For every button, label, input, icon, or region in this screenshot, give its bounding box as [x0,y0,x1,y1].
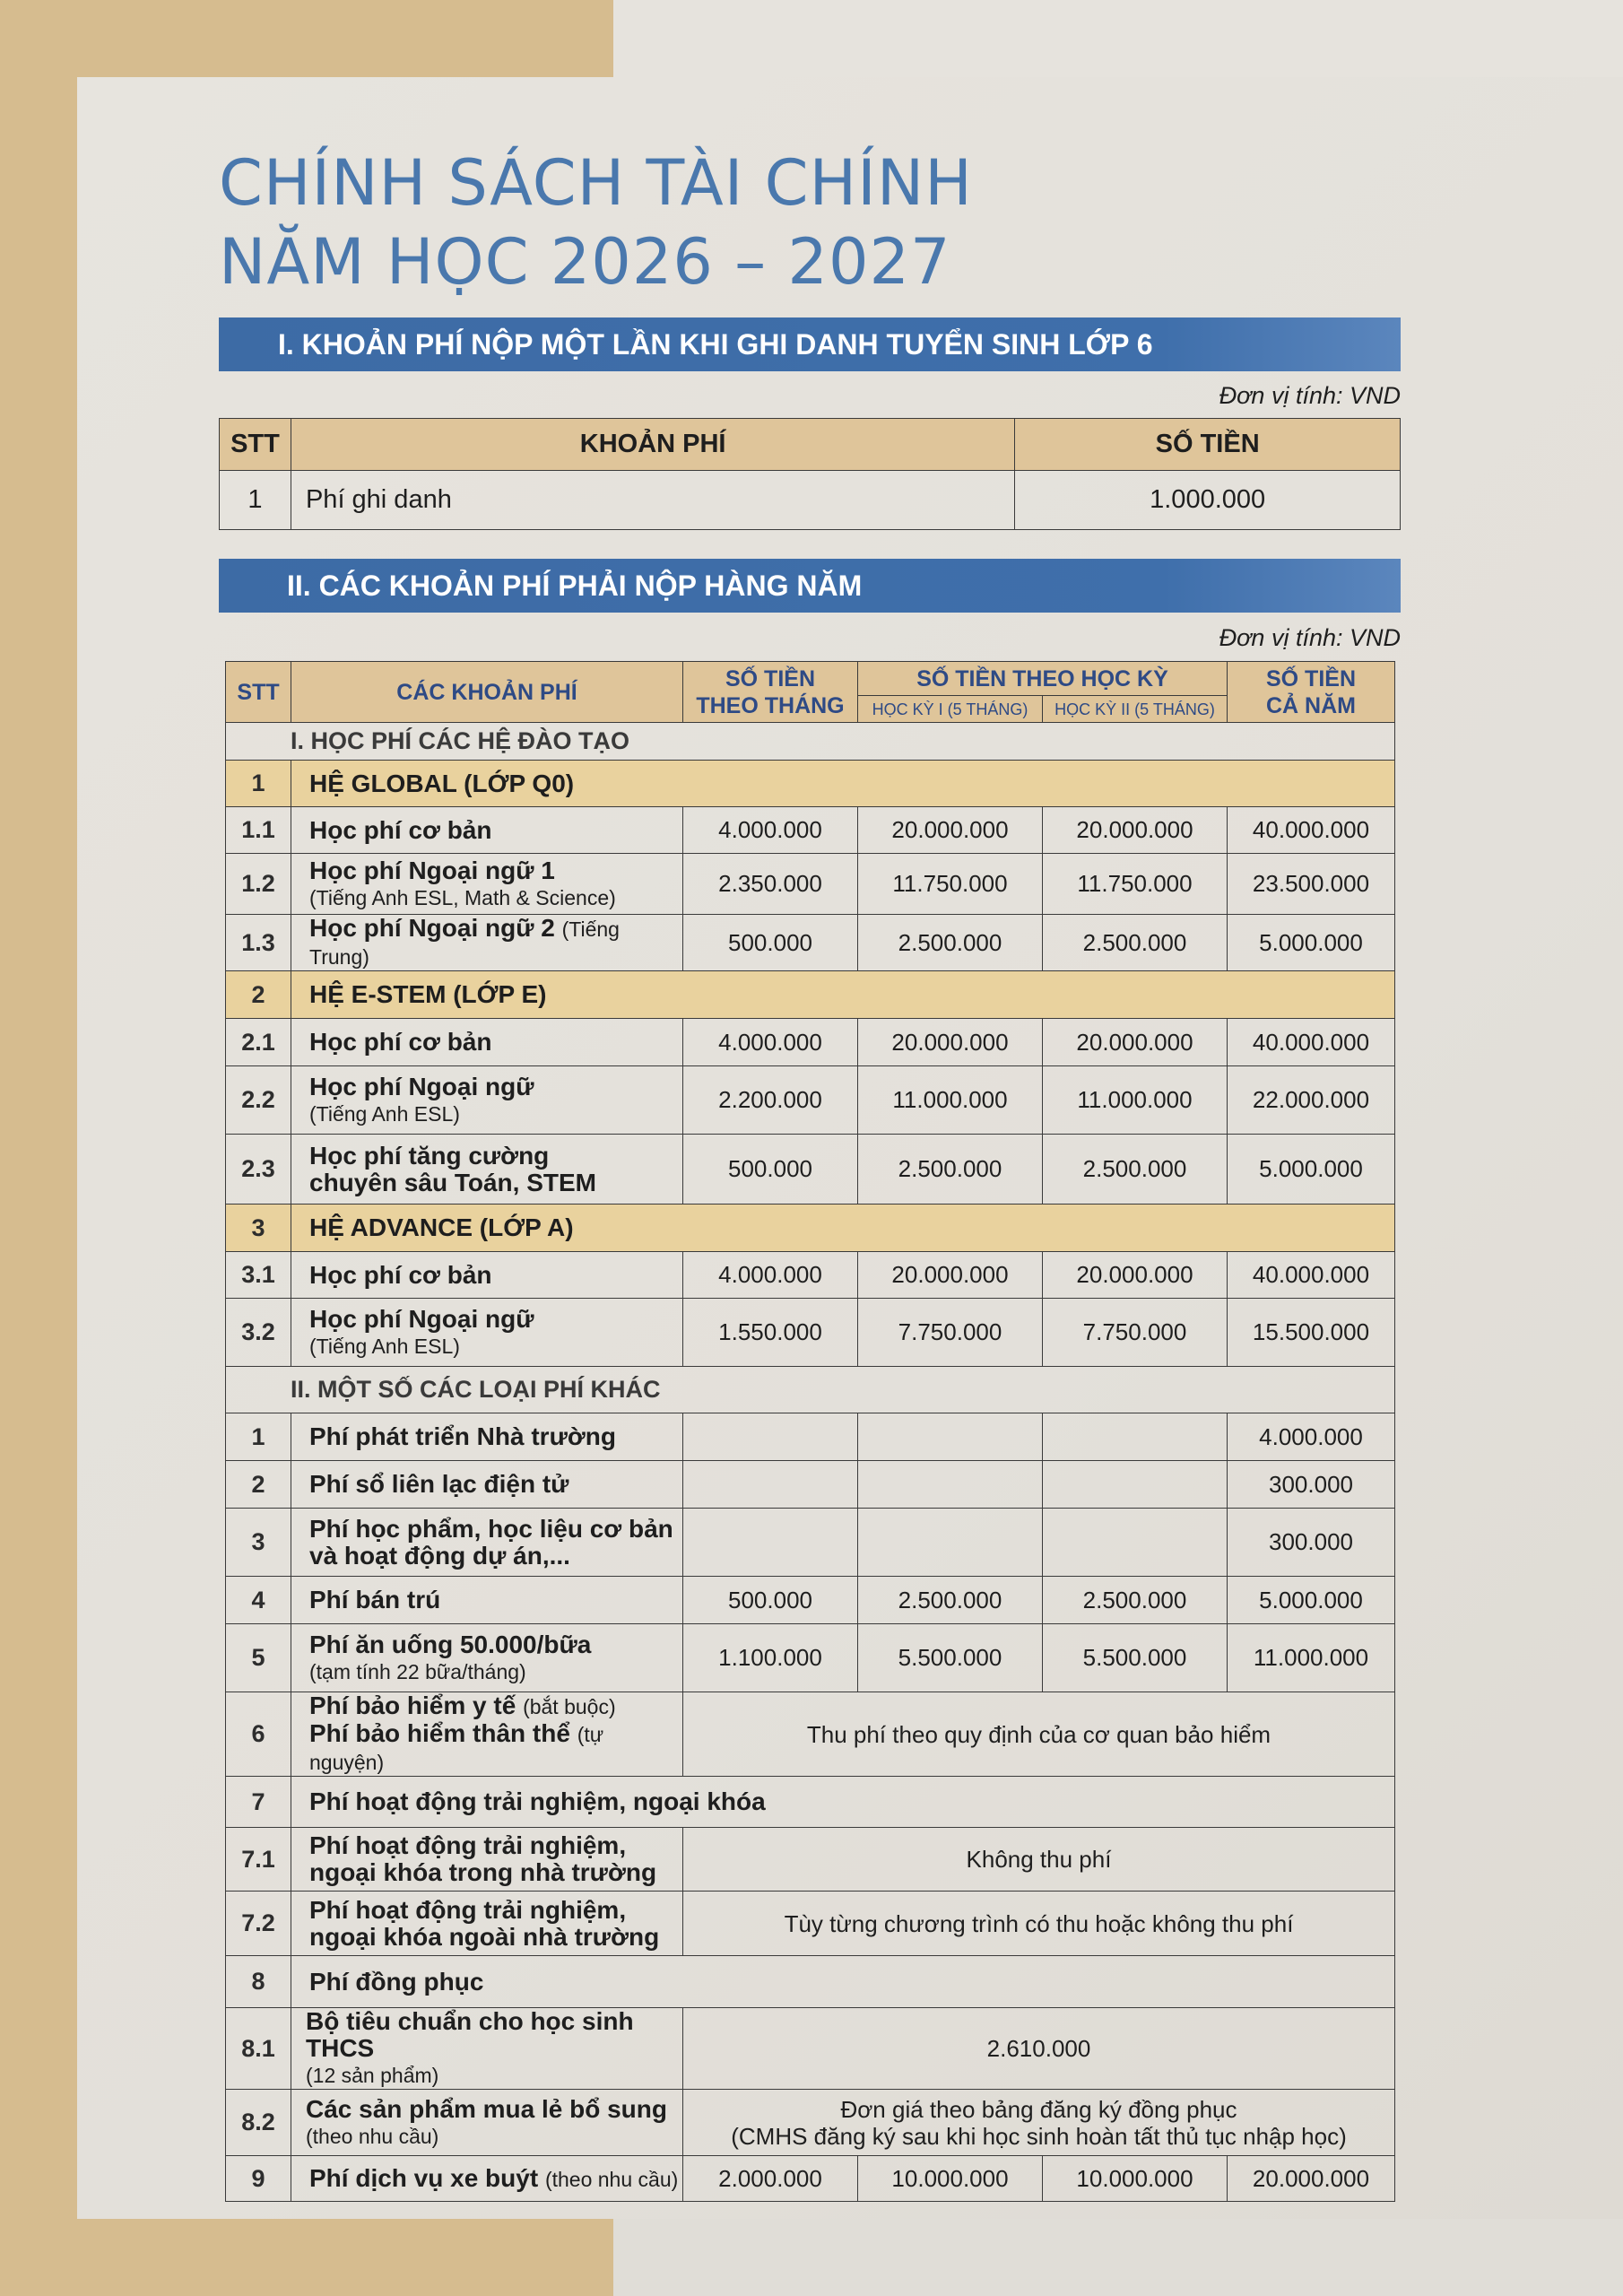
table-row [226,1892,1395,1956]
cell-sem1 [858,1461,1043,1509]
part2-title-row [226,1367,1395,1413]
cell-stt: 2.2 [226,1066,291,1135]
fee-name-line2: chuyên sâu Toán, STEM [309,1168,596,1196]
cell-merged-value: 2.610.000 [683,2008,1395,2090]
cell-fee [291,1692,683,1777]
fee-name: Học phí tăng cường [309,1141,550,1170]
header-amount: SỐ TIỀN [1015,419,1401,471]
cell-stt: 7.1 [226,1828,291,1892]
cell-stt: 4 [226,1577,291,1624]
header-sem2: HỌC KỲ II (5 THÁNG) [1043,696,1228,723]
table-row [226,2008,1395,2090]
fee-name: Học phí Ngoại ngữ 1 [309,856,555,884]
table-row [226,1299,1395,1367]
table-row [226,1956,1395,2008]
cell-stt: 1.3 [226,915,291,971]
cell-year: 23.500.000 [1228,854,1395,915]
cell-sem1: 2.500.000 [858,1135,1043,1205]
cell-stt: 2.1 [226,1019,291,1066]
cell-sem2: 2.500.000 [1043,915,1228,971]
cell-fee [291,1066,683,1135]
cell-monthly [683,1461,858,1509]
header-stt: STT [220,419,291,471]
fee-name: Phí bảo hiểm y tế [309,1692,516,1719]
cell-year: 300.000 [1228,1509,1395,1577]
group-row [226,971,1395,1019]
header-monthly [683,662,858,723]
cell-sem2: 2.500.000 [1043,1577,1228,1624]
header-fee: CÁC KHOẢN PHÍ [291,662,683,723]
cell-monthly: 4.000.000 [683,807,858,854]
table-row [226,2090,1395,2156]
fee-name: Phí hoạt động trải nghiệm, [309,1895,627,1924]
cell-monthly: 2.200.000 [683,1066,858,1135]
cell-stt: 3 [226,1509,291,1577]
cell-sem2: 20.000.000 [1043,1252,1228,1299]
fee-note: (tạm tính 22 bữa/tháng) [309,1659,526,1683]
cell-fee [291,854,683,915]
cell-monthly: 500.000 [683,1135,858,1205]
annual-fee-table [225,661,1395,2202]
cell-sem2: 5.500.000 [1043,1624,1228,1692]
cell-year: 40.000.000 [1228,1252,1395,1299]
background-strip-bottom [613,2219,1623,2296]
group-row [226,761,1395,807]
page-title [219,144,973,301]
cell-year: 5.000.000 [1228,915,1395,971]
cell-sem2 [1043,1461,1228,1509]
section1-unit: Đơn vị tính: VND [1219,382,1401,409]
cell-sem2: 2.500.000 [1043,1135,1228,1205]
cell-fee: Học phí cơ bản [291,807,683,854]
cell-monthly: 1.550.000 [683,1299,858,1367]
cell-year: 20.000.000 [1228,2156,1395,2202]
table-row [226,807,1395,854]
fee-name: Phí dịch vụ xe buýt [309,2163,539,2192]
cell-sem1: 10.000.000 [858,2156,1043,2202]
fee-note: (12 sản phẩm) [306,2064,439,2087]
cell-monthly: 2.000.000 [683,2156,858,2202]
header-stt: STT [226,662,291,723]
fee-name: Học phí Ngoại ngữ [309,1072,534,1100]
cell-merged-note: Tùy từng chương trình có thu hoặc không thu phí [683,1892,1395,1956]
fee-name-line2: ngoại khóa ngoài nhà trường [309,1922,660,1951]
group-row [226,1205,1395,1252]
cell-sem2: 20.000.000 [1043,1019,1228,1066]
table-row [226,854,1395,915]
fee-note: (bắt buộc) [523,1695,616,1718]
cell-sem2: 10.000.000 [1043,2156,1228,2202]
table-row [226,1577,1395,1624]
header-monthly-line1: SỐ TIỀN [725,665,815,691]
cell-monthly: 500.000 [683,1577,858,1624]
cell-fee [291,1624,683,1692]
cell-merged-note [683,2090,1395,2156]
cell-sem2 [1043,1509,1228,1577]
fee-name: Học phí Ngoại ngữ [309,1304,534,1333]
table-row [226,1019,1395,1066]
group-stt: 3 [226,1205,291,1252]
cell-sem1: 5.500.000 [858,1624,1043,1692]
cell-stt: 1.2 [226,854,291,915]
table-row [226,1461,1395,1509]
cell-year: 15.500.000 [1228,1299,1395,1367]
group-name: HỆ GLOBAL (LỚP Q0) [291,761,1395,807]
fee-note-line2: (tự nguyện) [309,1723,604,1774]
part1-title-row [226,723,1395,761]
cell-stt: 7 [226,1777,291,1828]
cell-fee [291,2156,683,2202]
header-year [1228,662,1395,723]
cell-stt: 7.2 [226,1892,291,1956]
cell-monthly [683,1509,858,1577]
background-strip-top [613,0,1623,77]
cell-fee: Học phí cơ bản [291,1252,683,1299]
cell-fee [291,2090,683,2156]
header-fee: KHOẢN PHÍ [291,419,1014,471]
cell-year: 300.000 [1228,1461,1395,1509]
cell-sem2: 11.750.000 [1043,854,1228,915]
cell-stt: 1 [226,1413,291,1461]
fee-note: (Tiếng Anh ESL, Math & Science) [309,885,616,909]
cell-fee [291,1828,683,1892]
cell-stt: 8.1 [226,2008,291,2090]
merged-note-line2: (CMHS đăng ký sau khi học sinh hoàn tất thủ tục nhập học) [731,2122,1347,2150]
cell-sem2: 7.750.000 [1043,1299,1228,1367]
fee-note: (theo nhu cầu) [306,2124,439,2148]
cell-sem1: 7.750.000 [858,1299,1043,1367]
cell-year: 4.000.000 [1228,1413,1395,1461]
cell-year: 5.000.000 [1228,1577,1395,1624]
fee-note: (theo nhu cầu) [544,2167,679,2191]
part1-title: I. HỌC PHÍ CÁC HỆ ĐÀO TẠO [226,723,1395,761]
cell-sem1: 11.000.000 [858,1066,1043,1135]
cell-stt: 1.1 [226,807,291,854]
table-row [226,1777,1395,1828]
cell-fee [291,1509,683,1577]
section2-unit: Đơn vị tính: VND [1219,624,1401,651]
table-row [226,1624,1395,1692]
cell-sem1 [858,1413,1043,1461]
cell-merged-note: Không thu phí [683,1828,1395,1892]
cell-fee [291,1892,683,1956]
table-row [226,1252,1395,1299]
cell-fee [291,1135,683,1205]
fee-name-line2: và hoạt động dự án,... [309,1541,570,1570]
cell-monthly: 4.000.000 [683,1019,858,1066]
table-header-row [226,662,1395,696]
cell-sem2 [1043,1413,1228,1461]
table-row [220,471,1401,530]
cell-monthly: 2.350.000 [683,854,858,915]
table-row [226,915,1395,971]
table-row [226,1413,1395,1461]
cell-stt: 9 [226,2156,291,2202]
cell-fee: Phí đồng phục [291,1956,1395,2008]
header-semester: SỐ TIỀN THEO HỌC KỲ [858,662,1228,696]
cell-sem1: 2.500.000 [858,915,1043,971]
cell-monthly: 1.100.000 [683,1624,858,1692]
enrollment-fee-table [219,418,1401,530]
cell-stt: 8 [226,1956,291,2008]
cell-sem1 [858,1509,1043,1577]
cell-stt: 5 [226,1624,291,1692]
cell-sem1: 11.750.000 [858,854,1043,915]
cell-sem1: 20.000.000 [858,1019,1043,1066]
fee-note: (Tiếng Trung) [309,918,620,969]
section1-heading: I. KHOẢN PHÍ NỘP MỘT LẦN KHI GHI DANH TUYỂN SINH LỚP 6 [219,317,1401,371]
table-row [226,1828,1395,1892]
fee-name: Bộ tiêu chuẩn cho học sinh THCS [306,2007,634,2062]
cell-stt: 2 [226,1461,291,1509]
fee-name: Phí học phẩm, học liệu cơ bản [309,1514,673,1543]
cell-amount: 1.000.000 [1015,471,1401,530]
table-row [226,1066,1395,1135]
fee-name: Phí ăn uống 50.000/bữa [309,1630,592,1658]
section2-heading: II. CÁC KHOẢN PHÍ PHẢI NỘP HÀNG NĂM [219,559,1401,613]
cell-fee: Phí ghi danh [291,471,1014,530]
cell-year: 22.000.000 [1228,1066,1395,1135]
cell-year: 11.000.000 [1228,1624,1395,1692]
cell-fee: Phí bán trú [291,1577,683,1624]
fee-name: Các sản phẩm mua lẻ bổ sung [306,2094,667,2123]
cell-stt: 6 [226,1692,291,1777]
cell-stt: 8.2 [226,2090,291,2156]
cell-sem2: 11.000.000 [1043,1066,1228,1135]
cell-merged-note: Thu phí theo quy định của cơ quan bảo hiểm [683,1692,1395,1777]
table-row [226,2156,1395,2202]
page-title-line2: NĂM HỌC 2026 – 2027 [219,225,951,299]
merged-note-line1: Đơn giá theo bảng đăng ký đồng phục [840,2095,1237,2123]
page-title-line1: CHÍNH SÁCH TÀI CHÍNH [219,146,973,220]
fee-note: (Tiếng Anh ESL) [309,1334,460,1358]
table-row [226,1135,1395,1205]
fee-name: Phí hoạt động trải nghiệm, [309,1831,627,1859]
cell-stt: 3.1 [226,1252,291,1299]
group-stt: 1 [226,761,291,807]
header-sem1: HỌC KỲ I (5 THÁNG) [858,696,1043,723]
cell-fee: Học phí cơ bản [291,1019,683,1066]
cell-sem1: 2.500.000 [858,1577,1043,1624]
cell-stt: 2.3 [226,1135,291,1205]
header-year-line2: CẢ NĂM [1266,692,1356,718]
group-name: HỆ E-STEM (LỚP E) [291,971,1395,1019]
cell-fee: Phí phát triển Nhà trường [291,1413,683,1461]
cell-fee [291,2008,683,2090]
fee-note: (Tiếng Anh ESL) [309,1101,460,1126]
fee-name-line2: Phí bảo hiểm thân thể [309,1719,570,1747]
cell-sem1: 20.000.000 [858,807,1043,854]
cell-fee [291,915,683,971]
cell-fee: Phí hoạt động trải nghiệm, ngoại khóa [291,1777,1395,1828]
cell-fee: Phí sổ liên lạc điện tử [291,1461,683,1509]
cell-monthly: 4.000.000 [683,1252,858,1299]
fee-name: Học phí Ngoại ngữ 2 [309,914,555,942]
cell-year: 40.000.000 [1228,1019,1395,1066]
table-row [226,1509,1395,1577]
cell-stt: 3.2 [226,1299,291,1367]
part2-title: II. MỘT SỐ CÁC LOẠI PHÍ KHÁC [226,1367,1395,1413]
cell-monthly: 500.000 [683,915,858,971]
header-monthly-line2: THEO THÁNG [696,692,845,718]
cell-sem1: 20.000.000 [858,1252,1043,1299]
header-year-line1: SỐ TIỀN [1265,665,1356,691]
fee-name-line2: ngoại khóa trong nhà trường [309,1858,657,1886]
cell-sem2: 20.000.000 [1043,807,1228,854]
cell-year: 5.000.000 [1228,1135,1395,1205]
group-name: HỆ ADVANCE (LỚP A) [291,1205,1395,1252]
cell-fee [291,1299,683,1367]
cell-stt: 1 [220,471,291,530]
table-row [226,1692,1395,1777]
table-header-row [220,419,1401,471]
group-stt: 2 [226,971,291,1019]
cell-monthly [683,1413,858,1461]
cell-year: 40.000.000 [1228,807,1395,854]
